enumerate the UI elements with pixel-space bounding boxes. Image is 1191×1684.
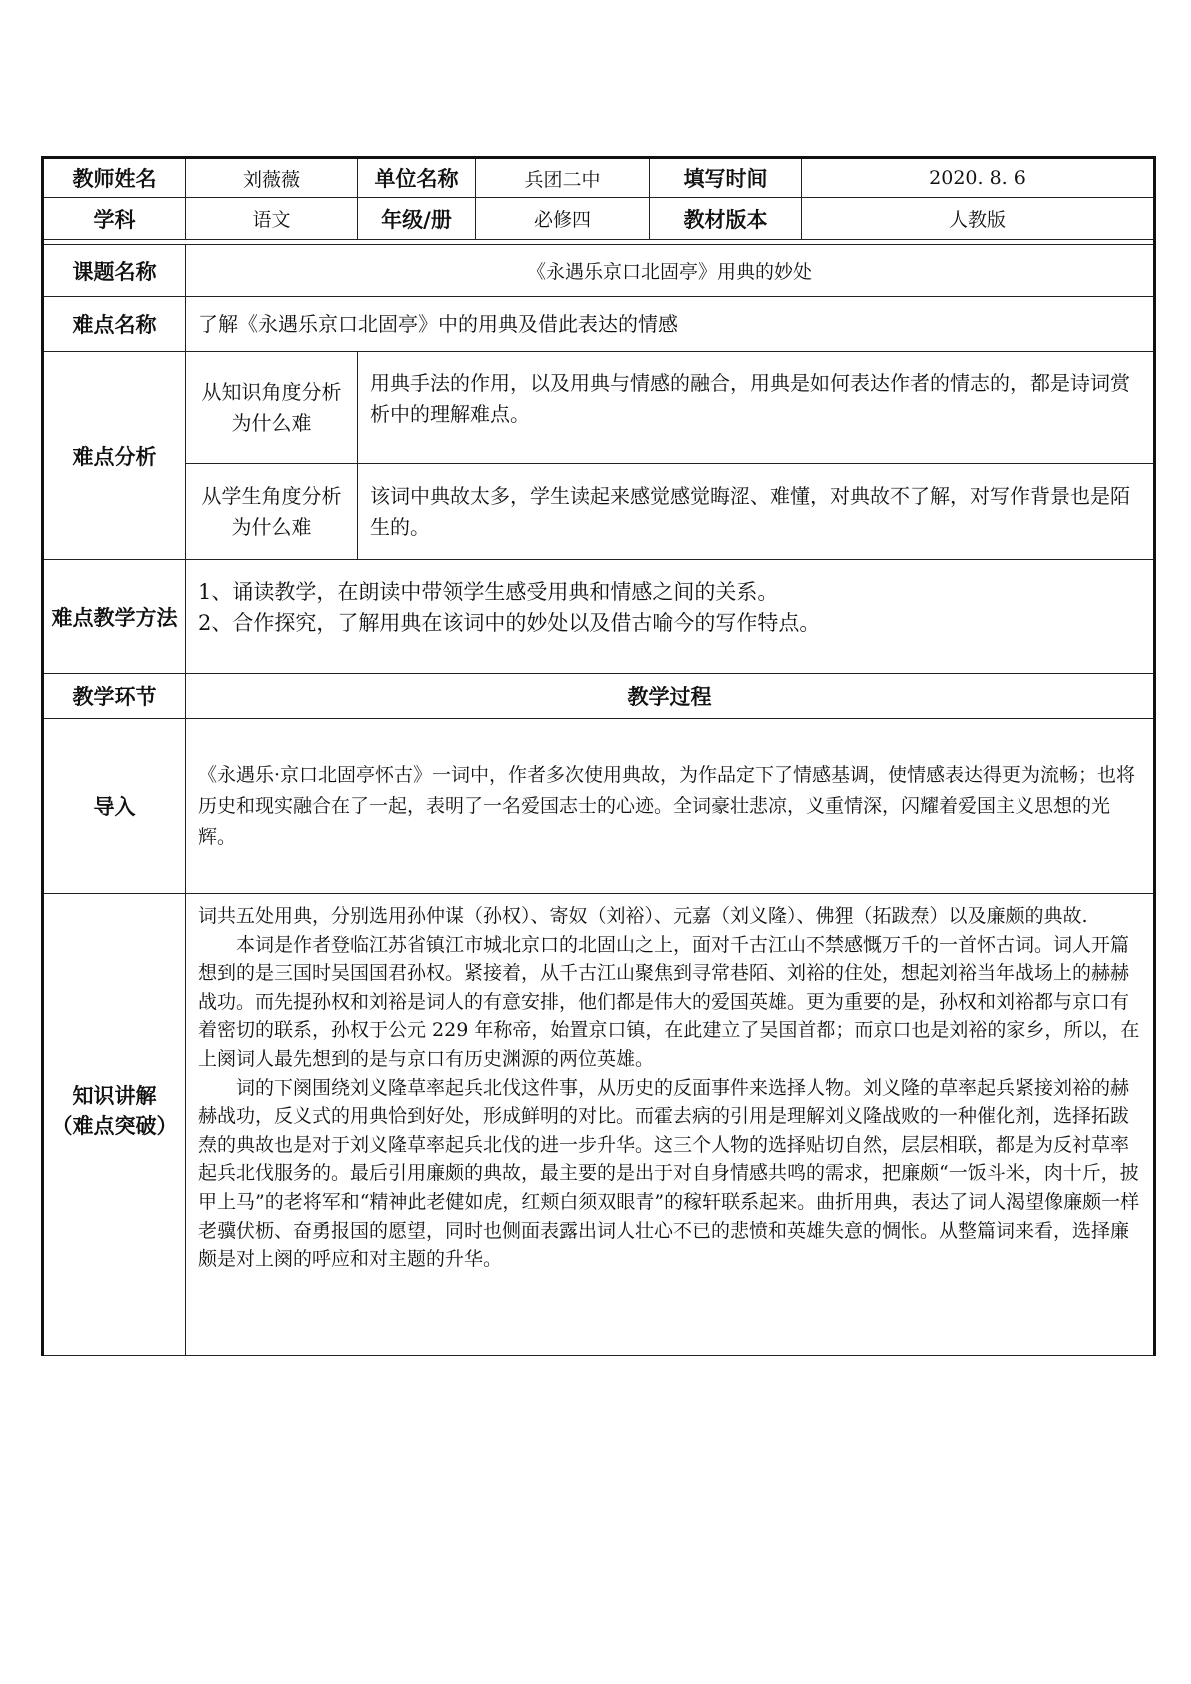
analysis-row-knowledge: [43, 352, 1155, 464]
subject-label: 学科: [43, 198, 186, 240]
edition-label: 教材版本: [650, 198, 802, 240]
edition-value: 人教版: [802, 198, 1155, 240]
intro-text: 《永遇乐·京口北固亭怀古》一词中，作者多次使用典故，为作品定下了情感基调，使情感表达得更为流畅；也将历史和现实融合在了一起，表明了一名爱国志士的心迹。全词豪壮悲凉，义重情深，闪耀着爱国主义思想的光辉。: [186, 719, 1155, 894]
topic-label: 课题名称: [43, 245, 186, 297]
unit-name-label: 单位名称: [358, 158, 476, 198]
knowledge-paragraph: 词的下阕围绕刘义隆草率起兵北伐这件事，从历史的反面事件来选择人物。刘义隆的草率起兵紧接刘裕的赫赫战功，反义式的用典恰到好处，形成鲜明的对比。而霍去病的引用是理解刘义隆战败的一种催化剂，选择拓跋焘的典故也是对于刘义隆草率起兵北伐的进一步升华。这三个人物的选择贴切自然，层层相联，都是为反衬草率起兵北伐服务的。最后引用廉颇的典故，最主要的是出于对自身情感共鸣的需求，把廉颇“一饭斗米，肉十斤，披甲上马”的老将军和“精神此老健如虎，红颊白须双眼青”的稼轩联系起来。曲折用典，表达了词人渴望像廉颇一样老骥伏枥、奋勇报国的愿望，同时也侧面表露出词人壮心不已的悲愤和英雄失意的惆怅。从整篇词来看，选择廉颇是对上阕的呼应和对主题的升华。: [198, 1076, 1140, 1271]
method-row: [43, 560, 1155, 674]
subject-value: 语文: [186, 198, 358, 240]
lesson-plan-sheet: [41, 156, 1153, 1356]
difficulty-value: 了解《永遇乐京口北固亭》中的用典及借此表达的情感: [186, 297, 1155, 352]
method-list: [186, 560, 1155, 674]
info-row-1: [43, 158, 1155, 198]
intro-row: [43, 719, 1155, 894]
difficulty-label: 难点名称: [43, 297, 186, 352]
info-row-2: [43, 198, 1155, 240]
knowledge-label: [43, 894, 186, 1356]
knowledge-text: [186, 894, 1155, 1356]
process-header: 教学过程: [186, 674, 1155, 719]
fill-date-value: 2020. 8. 6: [802, 158, 1155, 198]
stage-header: 教学环节: [43, 674, 186, 719]
knowledge-paragraph: 本词是作者登临江苏省镇江市城北京口的北固山之上，面对千古江山不禁感慨万千的一首怀古词。词人开篇想到的是三国时吴国国君孙权。紧接着，从千古江山聚焦到寻常巷陌、刘裕的住处，想起刘裕当年战场上的赫赫战功。而先提孙权和刘裕是词人的有意安排，他们都是伟大的爱国英雄。更为重要的是，孙权和刘裕都与京口有着密切的联系，孙权于公元 229 年称帝，始置京口镇，在此建立了吴国首都；而京口也是刘裕的家乡，所以，在上阕词人最先想到的是与京口有历史渊源的两位英雄。: [198, 933, 1140, 1070]
analysis-label: 难点分析: [43, 352, 186, 560]
method-item: 2、合作探究，了解用典在该词中的妙处以及借古喻今的写作特点。: [198, 610, 821, 635]
teacher-name-value: 刘薇薇: [186, 158, 358, 198]
knowledge-angle-line-2: 为什么难: [231, 410, 312, 435]
process-header-row: [43, 674, 1155, 719]
student-angle-line-1: 从学生角度分析: [201, 483, 342, 508]
knowledge-label-line-2: （难点突破）: [51, 1113, 178, 1138]
knowledge-angle-line-1: 从知识角度分析: [201, 379, 342, 404]
knowledge-paragraph: 词共五处用典，分别选用孙仲谋（孙权）、寄奴（刘裕）、元嘉（刘义隆）、佛狸（拓跋焘）以及廉颇的典故.: [198, 905, 1088, 927]
lesson-plan-table: [41, 156, 1156, 1356]
fill-date-label: 填写时间: [650, 158, 802, 198]
intro-label: 导入: [43, 719, 186, 894]
difficulty-row: [43, 297, 1155, 352]
method-item: 1、诵读教学，在朗读中带领学生感受用典和情感之间的关系。: [198, 579, 779, 604]
student-angle-label: [186, 464, 358, 560]
knowledge-row: [43, 894, 1155, 1356]
analysis-row-student: [43, 464, 1155, 560]
grade-value: 必修四: [476, 198, 650, 240]
method-label: 难点教学方法: [43, 560, 186, 674]
knowledge-angle-text: 用典手法的作用，以及用典与情感的融合，用典是如何表达作者的情志的，都是诗词赏析中的理解难点。: [358, 352, 1155, 464]
student-angle-line-2: 为什么难: [231, 514, 312, 539]
topic-value: 《永遇乐京口北固亭》用典的妙处: [186, 245, 1155, 297]
knowledge-angle-label: [186, 352, 358, 464]
grade-label: 年级/册: [358, 198, 476, 240]
unit-name-value: 兵团二中: [476, 158, 650, 198]
knowledge-label-line-1: 知识讲解: [72, 1083, 157, 1108]
topic-row: [43, 245, 1155, 297]
teacher-name-label: 教师姓名: [43, 158, 186, 198]
student-angle-text: 该词中典故太多，学生读起来感觉感觉晦涩、难懂，对典故不了解，对写作背景也是陌生的。: [358, 464, 1155, 560]
